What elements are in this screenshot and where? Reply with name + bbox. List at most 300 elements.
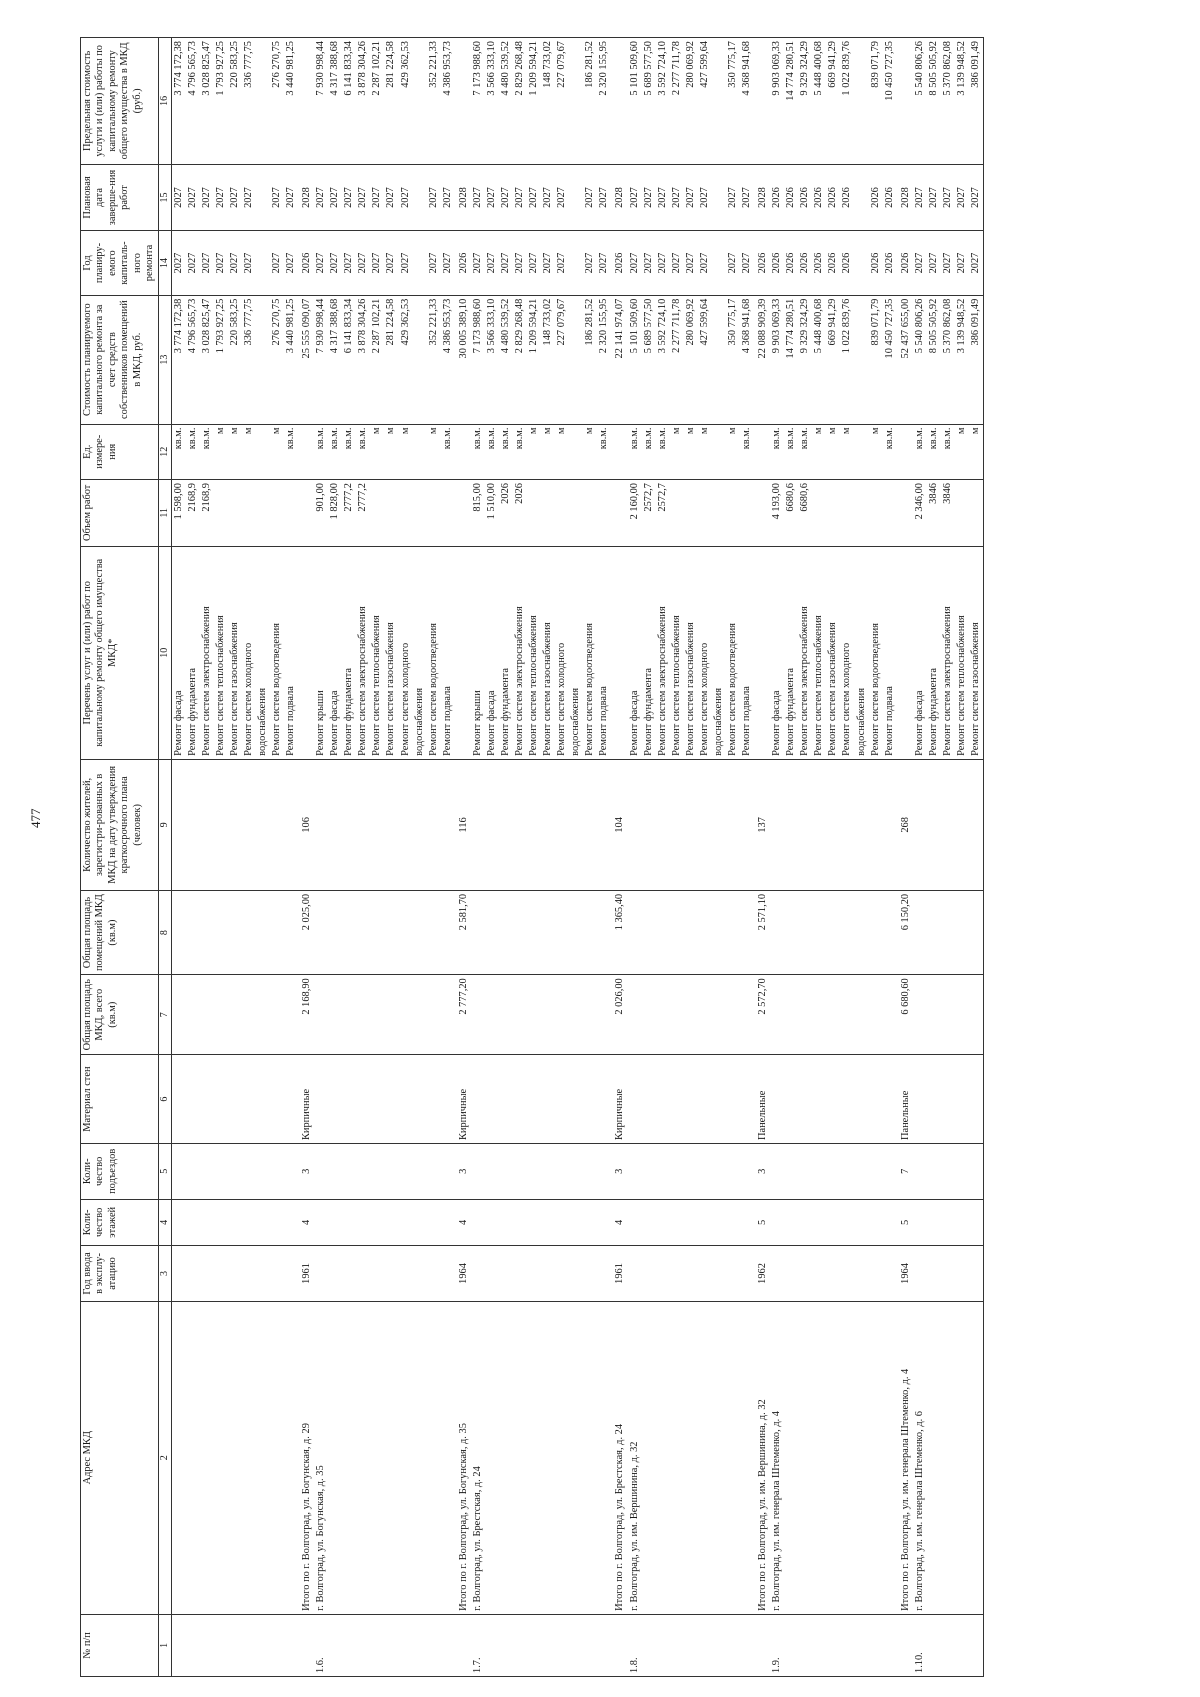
cell-col-5 xyxy=(740,1144,754,1200)
cell-col-7 xyxy=(413,975,427,1055)
table-row xyxy=(513,38,527,1677)
cell-col-4 xyxy=(628,1199,642,1246)
cell-col-5 xyxy=(883,1144,897,1200)
cell-col-14: 2026 xyxy=(897,231,913,295)
cell-col-10: Ремонт фасада xyxy=(328,546,342,759)
cell-col-12: кв.м. xyxy=(485,424,499,480)
cell-col-14 xyxy=(256,231,270,295)
cell-col-4 xyxy=(527,1199,541,1246)
cell-col-6 xyxy=(214,1055,228,1144)
cell-col-8 xyxy=(784,890,798,974)
cell-col-12: кв.м. xyxy=(342,424,356,480)
cell-col-1 xyxy=(812,1614,826,1676)
cell-col-16: 4 386 953,73 xyxy=(441,38,455,165)
cell-col-4 xyxy=(256,1199,270,1246)
cell-col-1 xyxy=(214,1614,228,1676)
cell-col-13: 3 440 981,25 xyxy=(284,295,298,424)
cell-col-9 xyxy=(541,759,555,890)
cell-col-2 xyxy=(855,1301,869,1614)
cell-col-14: 2027 xyxy=(628,231,642,295)
cell-col-3 xyxy=(356,1246,370,1302)
cell-col-13: 22 088 909,39 xyxy=(754,295,770,424)
cell-col-14 xyxy=(569,231,583,295)
table-row xyxy=(927,38,941,1677)
column-number-14: 14 xyxy=(158,231,171,295)
cell-col-3 xyxy=(798,1246,812,1302)
cell-col-4 xyxy=(698,1199,712,1246)
cell-col-12: кв.м. xyxy=(883,424,897,480)
table-row xyxy=(384,38,398,1677)
column-number-16: 16 xyxy=(158,38,171,165)
column-number-12: 12 xyxy=(158,424,171,480)
cell-col-16 xyxy=(855,38,869,165)
cell-col-2 xyxy=(869,1301,883,1614)
cell-col-7 xyxy=(883,975,897,1055)
cell-col-6 xyxy=(328,1055,342,1144)
cell-col-5 xyxy=(499,1144,513,1200)
cell-col-7 xyxy=(840,975,854,1055)
cell-col-5 xyxy=(569,1144,583,1200)
cell-col-4 xyxy=(314,1199,328,1246)
table-row xyxy=(171,38,186,1677)
cell-col-1 xyxy=(441,1614,455,1676)
cell-col-10 xyxy=(897,546,913,759)
total-row xyxy=(897,38,913,1677)
cell-col-10: Ремонт крыши xyxy=(471,546,485,759)
cell-col-12 xyxy=(754,424,770,480)
cell-col-7 xyxy=(499,975,513,1055)
cell-col-2 xyxy=(200,1301,214,1614)
cell-col-3: 1962 xyxy=(754,1246,770,1302)
cell-col-8 xyxy=(855,890,869,974)
column-header-12: Ед. измере-ния xyxy=(81,424,159,480)
cell-col-6 xyxy=(171,1055,186,1144)
cell-col-14: 2027 xyxy=(642,231,656,295)
table-row xyxy=(356,38,370,1677)
cell-col-4 xyxy=(798,1199,812,1246)
cell-col-6 xyxy=(798,1055,812,1144)
cell-col-8 xyxy=(726,890,740,974)
cell-col-11 xyxy=(298,480,314,547)
column-header-10: Перечень услуг и (или) работ по капитальному ремонту общего имущества МКД* xyxy=(81,546,159,759)
cell-col-6 xyxy=(740,1055,754,1144)
cell-col-16 xyxy=(897,38,913,165)
cell-col-7 xyxy=(569,975,583,1055)
cell-col-6 xyxy=(485,1055,499,1144)
total-row xyxy=(298,38,314,1677)
cell-col-10: Ремонт крыши xyxy=(314,546,328,759)
cell-col-5 xyxy=(214,1144,228,1200)
cell-col-4 xyxy=(499,1199,513,1246)
cell-col-3 xyxy=(941,1246,955,1302)
cell-col-1 xyxy=(242,1614,256,1676)
cell-col-16: 427 599,64 xyxy=(698,38,712,165)
cell-col-12: кв.м. xyxy=(798,424,812,480)
cell-col-11: 2777,2 xyxy=(356,480,370,547)
column-number-13: 13 xyxy=(158,295,171,424)
cell-col-8 xyxy=(228,890,242,974)
cell-col-13: 5 370 862,08 xyxy=(941,295,955,424)
cell-col-7: 2 777,20 xyxy=(455,975,471,1055)
cell-col-13: 669 941,29 xyxy=(826,295,840,424)
cell-col-4 xyxy=(969,1199,984,1246)
cell-col-14: 2027 xyxy=(969,231,984,295)
cell-col-2: Итого по г. Волгоград, ул. Богунская, д. 35 xyxy=(455,1301,471,1614)
cell-col-16: 4 480 539,52 xyxy=(499,38,513,165)
cell-col-6 xyxy=(242,1055,256,1144)
cell-col-6 xyxy=(555,1055,569,1144)
cell-col-7 xyxy=(513,975,527,1055)
cell-col-9 xyxy=(171,759,186,890)
cell-col-2 xyxy=(698,1301,712,1614)
cell-col-2 xyxy=(328,1301,342,1614)
cell-col-10: Ремонт фундамента xyxy=(499,546,513,759)
cell-col-16: 186 281,52 xyxy=(583,38,597,165)
cell-col-2 xyxy=(427,1301,441,1614)
cell-col-4 xyxy=(869,1199,883,1246)
cell-col-14: 2026 xyxy=(883,231,897,295)
cell-col-13: 5 448 400,68 xyxy=(812,295,826,424)
cell-col-4 xyxy=(642,1199,656,1246)
table-row xyxy=(684,38,698,1677)
cell-col-8 xyxy=(314,890,328,974)
cell-col-13: 4 317 388,68 xyxy=(328,295,342,424)
cell-col-12: кв.м. xyxy=(171,424,186,480)
cell-col-14 xyxy=(712,231,726,295)
column-header-3: Год ввода в эксплу-атацию xyxy=(81,1246,159,1302)
table-row xyxy=(256,38,270,1677)
cell-col-9 xyxy=(384,759,398,890)
cell-col-8 xyxy=(740,890,754,974)
cell-col-5 xyxy=(583,1144,597,1200)
cell-col-16: 276 270,75 xyxy=(270,38,284,165)
cell-col-7 xyxy=(485,975,499,1055)
cell-col-9 xyxy=(840,759,854,890)
cell-col-12: кв.м. xyxy=(328,424,342,480)
cell-col-9 xyxy=(969,759,984,890)
cell-col-8 xyxy=(569,890,583,974)
cell-col-5 xyxy=(555,1144,569,1200)
cell-col-6 xyxy=(356,1055,370,1144)
cell-col-10: Ремонт фасада xyxy=(913,546,927,759)
cell-col-6 xyxy=(826,1055,840,1144)
cell-col-7 xyxy=(913,975,927,1055)
cell-col-2 xyxy=(527,1301,541,1614)
cell-col-11: 2572,7 xyxy=(656,480,670,547)
cell-col-5 xyxy=(270,1144,284,1200)
cell-col-4 xyxy=(171,1199,186,1246)
cell-col-5 xyxy=(784,1144,798,1200)
cell-col-10: Ремонт систем теплоснабжения xyxy=(670,546,684,759)
cell-col-1 xyxy=(413,1614,427,1676)
cell-col-12: кв.м. xyxy=(784,424,798,480)
cell-col-8 xyxy=(485,890,499,974)
cell-col-9 xyxy=(913,759,927,890)
cell-col-3 xyxy=(784,1246,798,1302)
cell-col-6: Панельные xyxy=(754,1055,770,1144)
cell-col-4 xyxy=(583,1199,597,1246)
cell-col-16: 2 287 102,21 xyxy=(370,38,384,165)
cell-col-9 xyxy=(784,759,798,890)
cell-col-6 xyxy=(256,1055,270,1144)
column-header-7: Общая площадь МКД, всего (кв.м) xyxy=(81,975,159,1055)
cell-col-16: 3 566 333,10 xyxy=(485,38,499,165)
table-row xyxy=(698,38,712,1677)
cell-col-9 xyxy=(642,759,656,890)
cell-col-12: кв.м. xyxy=(941,424,955,480)
cell-col-2 xyxy=(955,1301,969,1614)
cell-col-1 xyxy=(826,1614,840,1676)
cell-col-5 xyxy=(642,1144,656,1200)
cell-col-10: Ремонт систем холодного xyxy=(242,546,256,759)
cell-col-11 xyxy=(441,480,455,547)
cell-col-11 xyxy=(955,480,969,547)
cell-col-14: 2027 xyxy=(913,231,927,295)
cell-col-16: 14 774 280,51 xyxy=(784,38,798,165)
cell-col-9 xyxy=(555,759,569,890)
cell-col-11 xyxy=(270,480,284,547)
cell-col-3 xyxy=(883,1246,897,1302)
cell-col-3 xyxy=(242,1246,256,1302)
cell-col-16: 7 173 988,60 xyxy=(471,38,485,165)
cell-col-2 xyxy=(399,1301,413,1614)
cell-col-11: 3846 xyxy=(927,480,941,547)
cell-col-16: 3 878 304,26 xyxy=(356,38,370,165)
cell-col-6 xyxy=(883,1055,897,1144)
cell-col-11: 2026 xyxy=(499,480,513,547)
cell-col-9 xyxy=(955,759,969,890)
cell-col-14: 2026 xyxy=(754,231,770,295)
cell-col-8 xyxy=(499,890,513,974)
cell-col-8 xyxy=(256,890,270,974)
cell-col-6 xyxy=(656,1055,670,1144)
cell-col-12 xyxy=(569,424,583,480)
cell-col-10: Ремонт подвала xyxy=(284,546,298,759)
cell-col-15 xyxy=(569,164,583,231)
column-header-11: Объем работ xyxy=(81,480,159,547)
cell-col-5 xyxy=(969,1144,984,1200)
cell-col-4 xyxy=(541,1199,555,1246)
cell-col-14: 2027 xyxy=(200,231,214,295)
cell-col-7 xyxy=(855,975,869,1055)
cell-col-3: 1964 xyxy=(897,1246,913,1302)
cell-col-9 xyxy=(513,759,527,890)
cell-col-5: 3 xyxy=(754,1144,770,1200)
cell-col-4 xyxy=(485,1199,499,1246)
cell-col-15: 2027 xyxy=(384,164,398,231)
cell-col-9 xyxy=(186,759,200,890)
cell-col-5 xyxy=(684,1144,698,1200)
cell-col-12: м xyxy=(555,424,569,480)
cell-col-3 xyxy=(712,1246,726,1302)
cell-col-13: 3 139 948,52 xyxy=(955,295,969,424)
cell-col-4 xyxy=(214,1199,228,1246)
cell-col-15: 2028 xyxy=(298,164,314,231)
cell-col-2: г. Волгоград, ул. им. Вершинина, д. 32 xyxy=(628,1301,642,1614)
column-header-8: Общая площадь помещений МКД (кв.м) xyxy=(81,890,159,974)
cell-col-10: Ремонт систем газоснабжения xyxy=(969,546,984,759)
cell-col-15: 2027 xyxy=(228,164,242,231)
cell-col-3 xyxy=(726,1246,740,1302)
cell-col-8 xyxy=(527,890,541,974)
cell-col-15: 2027 xyxy=(684,164,698,231)
cell-col-9 xyxy=(927,759,941,890)
cell-col-15: 2027 xyxy=(513,164,527,231)
cell-col-10: Ремонт систем электроснабжения xyxy=(200,546,214,759)
cell-col-9 xyxy=(826,759,840,890)
cell-col-9 xyxy=(726,759,740,890)
cell-col-3 xyxy=(328,1246,342,1302)
cell-col-1 xyxy=(941,1614,955,1676)
cell-col-2: Итого по г. Волгоград, ул. им. генерала Штеменко, д. 4 xyxy=(897,1301,913,1614)
cell-col-13: 2 277 711,78 xyxy=(670,295,684,424)
cell-col-12: м xyxy=(955,424,969,480)
cell-col-1: 1.8. xyxy=(628,1614,642,1676)
table-row xyxy=(555,38,569,1677)
cell-col-7 xyxy=(314,975,328,1055)
cell-col-11 xyxy=(855,480,869,547)
cell-col-12 xyxy=(855,424,869,480)
cell-col-15: 2027 xyxy=(370,164,384,231)
cell-col-15: 2027 xyxy=(314,164,328,231)
cell-col-8 xyxy=(798,890,812,974)
cell-col-16: 4 368 941,68 xyxy=(740,38,754,165)
cell-col-16: 5 448 400,68 xyxy=(812,38,826,165)
table-row xyxy=(527,38,541,1677)
cell-col-4 xyxy=(855,1199,869,1246)
cell-col-1 xyxy=(200,1614,214,1676)
cell-col-11 xyxy=(597,480,611,547)
cell-col-14: 2027 xyxy=(471,231,485,295)
cell-col-9: 104 xyxy=(611,759,627,890)
cell-col-14: 2027 xyxy=(670,231,684,295)
cell-col-2 xyxy=(441,1301,455,1614)
cell-col-13: 25 555 090,07 xyxy=(298,295,314,424)
cell-col-7 xyxy=(642,975,656,1055)
cell-col-3 xyxy=(284,1246,298,1302)
table-row xyxy=(770,38,784,1677)
cell-col-10: Ремонт систем теплоснабжения xyxy=(527,546,541,759)
cell-col-10: водоснабжения xyxy=(256,546,270,759)
cell-col-5 xyxy=(855,1144,869,1200)
cell-col-10: водоснабжения xyxy=(413,546,427,759)
table-row xyxy=(869,38,883,1677)
cell-col-3 xyxy=(441,1246,455,1302)
cell-col-6 xyxy=(855,1055,869,1144)
cell-col-10: Ремонт систем водоотведения xyxy=(583,546,597,759)
cell-col-10: Ремонт систем холодного xyxy=(698,546,712,759)
cell-col-7 xyxy=(969,975,984,1055)
cell-col-11 xyxy=(455,480,471,547)
cell-col-1: 1.9. xyxy=(770,1614,784,1676)
cell-col-6 xyxy=(642,1055,656,1144)
cell-col-6 xyxy=(270,1055,284,1144)
cell-col-13: 14 774 280,51 xyxy=(784,295,798,424)
cell-col-14: 2026 xyxy=(840,231,854,295)
cell-col-9 xyxy=(698,759,712,890)
cell-col-11 xyxy=(399,480,413,547)
cell-col-8 xyxy=(342,890,356,974)
cell-col-6 xyxy=(284,1055,298,1144)
column-number-1: 1 xyxy=(158,1614,171,1676)
cell-col-3 xyxy=(527,1246,541,1302)
cell-col-8 xyxy=(597,890,611,974)
cell-col-12: м xyxy=(384,424,398,480)
cell-col-5 xyxy=(698,1144,712,1200)
cell-col-10: Ремонт систем теплоснабжения xyxy=(214,546,228,759)
cell-col-9 xyxy=(471,759,485,890)
cell-col-11 xyxy=(712,480,726,547)
cell-col-1 xyxy=(698,1614,712,1676)
cell-col-12: м xyxy=(670,424,684,480)
cell-col-13: 8 505 505,92 xyxy=(927,295,941,424)
cell-col-1 xyxy=(754,1614,770,1676)
cell-col-5 xyxy=(726,1144,740,1200)
cell-col-1 xyxy=(798,1614,812,1676)
cell-col-7 xyxy=(342,975,356,1055)
cell-col-14: 2027 xyxy=(698,231,712,295)
cell-col-14: 2027 xyxy=(656,231,670,295)
cell-col-14: 2027 xyxy=(370,231,384,295)
cell-col-3 xyxy=(171,1246,186,1302)
cell-col-11 xyxy=(611,480,627,547)
cell-col-11 xyxy=(684,480,698,547)
cell-col-13: 2 287 102,21 xyxy=(370,295,384,424)
cell-col-4 xyxy=(228,1199,242,1246)
cell-col-8 xyxy=(969,890,984,974)
table-row xyxy=(955,38,969,1677)
cell-col-7 xyxy=(541,975,555,1055)
cell-col-9 xyxy=(356,759,370,890)
cell-col-6: Панельные xyxy=(897,1055,913,1144)
cell-col-12: кв.м. xyxy=(200,424,214,480)
cell-col-15: 2028 xyxy=(455,164,471,231)
table-row xyxy=(628,38,642,1677)
cell-col-8 xyxy=(200,890,214,974)
cell-col-4 xyxy=(471,1199,485,1246)
table-row xyxy=(597,38,611,1677)
cell-col-16: 220 583,25 xyxy=(228,38,242,165)
cell-col-14: 2027 xyxy=(399,231,413,295)
cell-col-3 xyxy=(597,1246,611,1302)
cell-col-8 xyxy=(698,890,712,974)
cell-col-11 xyxy=(527,480,541,547)
cell-col-12: м xyxy=(541,424,555,480)
table-row xyxy=(670,38,684,1677)
cell-col-12: кв.м. xyxy=(913,424,927,480)
cell-col-2 xyxy=(214,1301,228,1614)
cell-col-11: 815,00 xyxy=(471,480,485,547)
cell-col-16: 6 141 833,34 xyxy=(342,38,356,165)
cell-col-11 xyxy=(740,480,754,547)
cell-col-10: водоснабжения xyxy=(855,546,869,759)
cell-col-6 xyxy=(628,1055,642,1144)
cell-col-4 xyxy=(200,1199,214,1246)
cell-col-8 xyxy=(413,890,427,974)
cell-col-4 xyxy=(284,1199,298,1246)
cell-col-5: 3 xyxy=(298,1144,314,1200)
table-row xyxy=(855,38,869,1677)
cell-col-8 xyxy=(370,890,384,974)
column-number-15: 15 xyxy=(158,164,171,231)
column-header-6: Материал стен xyxy=(81,1055,159,1144)
cell-col-9 xyxy=(413,759,427,890)
cell-col-6 xyxy=(941,1055,955,1144)
cell-col-15: 2027 xyxy=(740,164,754,231)
cell-col-6 xyxy=(726,1055,740,1144)
cell-col-10: Ремонт систем газоснабжения xyxy=(684,546,698,759)
cell-col-4 xyxy=(413,1199,427,1246)
